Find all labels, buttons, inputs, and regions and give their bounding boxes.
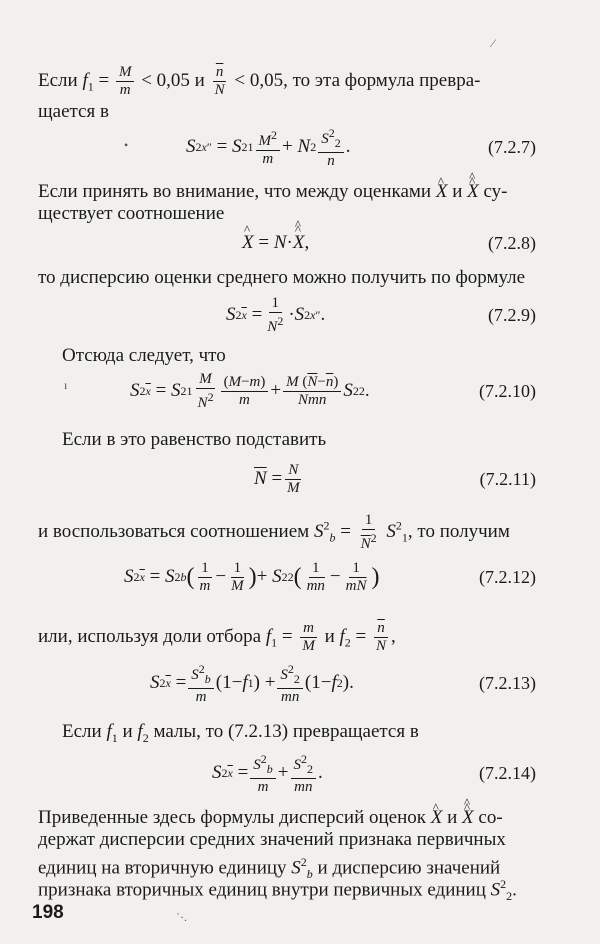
scan-speck: ı [64,378,68,392]
scan-speck: • [124,138,129,152]
equation-7-2-14: S 2 $\overline{x}$ = $\frac{S^2_b}{m}$ + $\frac{S^2_2}{m\overline{n}}$ . (7.2.14) [212,751,536,795]
text-line-6: Отсюда следует, что [62,345,226,366]
equation-7-2-8: ^ X = N · ^ X ^ , (7.2.8) [0,220,600,266]
equation-number: (7.2.11) [479,468,536,489]
equation-7-2-12: S 2 $\overline{x}$ = S 2 b ( $\frac{1}{m}$ − $\frac{1}{M}$ ) + S 2 2 ( $\frac{1}{m\overline{n}}$ − $\frac{1}{m\overline{N}}$ ) (7.2.12) [0,554,600,600]
text-line-2: щается в [38,101,109,122]
equation-7-2-7: S 2 x″ = S 2 1 $\frac{M^2}{m}$ + N 2 $\frac{S^2_2}{n}$ . (7.2.7) [186,125,536,169]
text-line-14: признака вторичных единиц внутри первичных единиц $S^2_2$. [38,877,517,904]
equation-number: (7.2.13) [479,672,536,693]
text-line-12: держат дисперсии средних значений признака первичных [38,829,506,850]
equation-7-2-13: S 2 $\overline{x}$ = $\frac{S^2_b}{m}$ (1− f 1 ) + $\frac{S^2_2}{m\overline{n}}$ (1− f 2 ). (7.2.13) [150,661,536,705]
equation-number: (7.2.14) [479,762,536,783]
text-line-4: ществует соотношение [38,203,225,224]
text-line-7: Если в это равенство подставить [62,429,327,450]
equation-7-2-9: S 2 $\overline{x}$ = $\frac{1}{N^2}$ · S 2 x″ . (7.2.9) [0,292,600,338]
equation-number: (7.2.8) [488,232,536,253]
text-line-10: Если $f_1$ и $f_2$ малы, то (7.2.13) превращается в [62,721,419,745]
text-line-13: единиц на вторичную единицу $S^2_b$ и дисперсию значений [38,855,501,882]
scan-speck: ⁄ [492,36,495,50]
equation-number: (7.2.12) [479,566,536,587]
page-number: 198 [32,902,64,923]
equation-number: (7.2.9) [488,304,536,325]
equation-number: (7.2.7) [488,136,536,157]
text-line-3: Если принять во внимание, что между оценками ^ X и ^ X ^ су- [38,180,560,204]
text-line-9: или, используя доли отбора $f_1$ = $\frac{m}{M}$ и $f_2$ = $\frac{\overline{n}}{N}$ , [38,620,396,654]
equation-7-2-10: S 2 $\overline{x}$ = S 2 1 $\frac{M}{N^2}$ $\frac{(M-m)}{m}$ + $\frac{M (\overline{N}-\overline{n})}{Nm\overline{n}}$ S 2 2 . (7.2.10) [0,368,600,414]
text-line-1: Если $f_1$ = $\frac{M}{m}$ < 0,05 и $\frac{\overline{n}}{N}$ < 0,05, то эта формула превра- [38,64,481,98]
scan-speck: ˙·. [176,910,187,924]
text-line-11: Приведенные здесь формулы дисперсий оценок ^ X и ^ X ^ со- [38,806,560,830]
equation-7-2-11: $\overline{N}$ = $\frac{N}{M}$ (7.2.11) [0,456,600,502]
text-line-8: и воспользоваться соотношением $S^2_b$ = $\frac{1}{\overline{N}^2}$ $S^2_1$, то получим [38,512,510,552]
text-line-5: то дисперсию оценки среднего можно получить по формуле [38,267,526,288]
equation-number: (7.2.10) [479,380,536,401]
